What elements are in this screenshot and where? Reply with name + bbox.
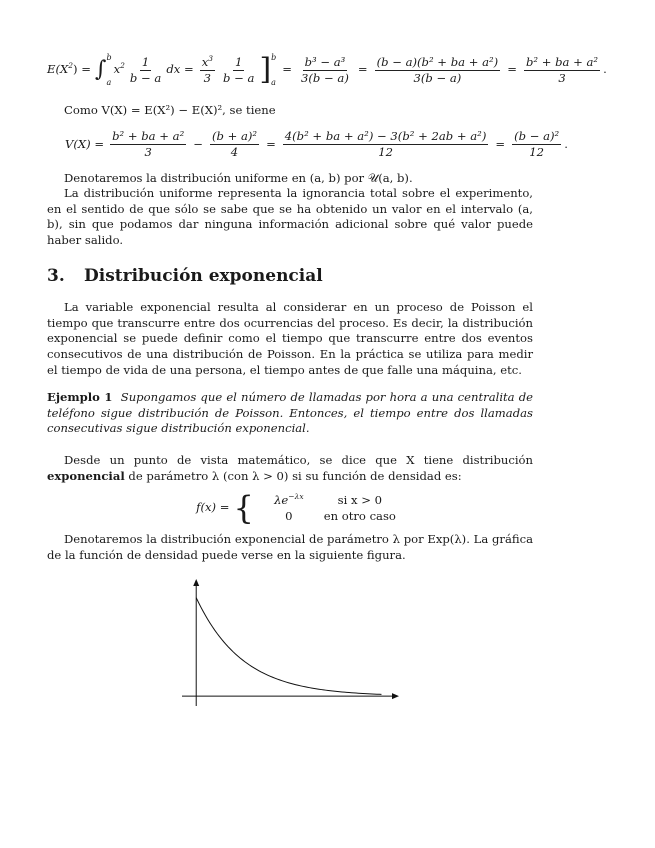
def-end: de parámetro λ (con λ > 0) si su función de densidad es: <box>124 468 462 483</box>
eq2-equals-2: = <box>495 136 506 151</box>
equation-expectation <box>47 50 607 90</box>
para-intro: La variable exponencial resulta al considerar en un proceso de Poisson el tiempo que transcurre entre dos ocurrencias del proceso. Es decir, la distribución exponencial se puede definir como el tiempo que transcurre entre dos eventos consecutivos de una distribución de Poisson. En la práctica se utiliza para medir el tiempo de vida de una persona, el tiempo antes de que falle una máquina, etc. <box>47 300 533 377</box>
equation-variance <box>65 127 568 163</box>
eq1-frac1: $\frac{1}{b - a}$ <box>129 54 162 85</box>
eq2-frac1: $\frac{\text{b² + ba + a²}}{3}$ <box>112 129 185 160</box>
section-title: Distribución exponencial <box>84 265 323 286</box>
para-final: Denotaremos la distribución exponencial de parámetro λ por Exp(λ). La gráfica de la función de densidad puede verse en la siguiente figura. <box>47 532 533 562</box>
density-cases <box>258 493 400 524</box>
case2-expr: 0 <box>285 508 293 523</box>
eq1-frac6: $\frac{\text{b² + ba + a²}}{3}$ <box>525 54 599 85</box>
section-heading <box>47 265 533 286</box>
case1-cond: si x > 0 <box>337 492 382 507</box>
density-lhs: f(x) = <box>196 500 230 515</box>
eq2-minus: − <box>193 136 203 151</box>
section-number: 3. <box>47 265 65 286</box>
case2-cond: en otro caso <box>323 508 396 523</box>
eq2-end: . <box>564 136 568 151</box>
eq2-frac4: $\frac{\text{(b − a)²}}{12}$ <box>514 129 560 160</box>
density-curve <box>196 598 381 695</box>
eq2-equals-1: = <box>266 136 276 151</box>
eq1-frac4: $\frac{\text{b³ − a³}}{3(b - a)}$ <box>301 54 349 85</box>
eq1-equals-3: = <box>507 62 517 77</box>
eq1-end: . <box>603 62 607 77</box>
eq2-lhs: V(X) = <box>65 136 105 151</box>
eq1-lhs: $E(X^2)$ = <box>47 61 91 77</box>
como-line: Como V(X) = E(X²) − E(X)², se tiene <box>64 103 276 117</box>
x-axis-arrow <box>392 693 399 699</box>
example-1 <box>47 390 533 437</box>
case1-expr: $\lambda e^{-\lambda x}$ <box>274 491 304 507</box>
integral-sign: ∫ <box>94 57 107 82</box>
example-text: Supongamos que el número de llamadas por hora a una centralita de teléfono sigue distribución de Poisson. Entonces, el tiempo entre dos llamadas consecutivas sigue distribución exponencial. <box>47 390 534 436</box>
def-start: Desde un punto de vista matemático, se dice que X tiene distribución <box>64 452 533 467</box>
eq1-frac3: $\frac{1}{b - a}$ <box>223 54 255 85</box>
eq1-frac5: $\frac{\text{(b − a)(b² + ba + a²)}}{3(b - a)}$ <box>376 54 499 85</box>
eq1-dx: dx = <box>166 62 194 77</box>
cases-brace: { <box>233 489 254 528</box>
eq1-equals-2: = <box>357 62 368 77</box>
def-bold: exponencial <box>47 468 125 483</box>
para-denot-uniform: Denotaremos la distribución uniforme en (a, b) por 𝒰(a, b). <box>64 170 413 185</box>
eval-bracket: ] <box>259 52 272 87</box>
eq2-frac3: $\frac{\text{4(b² + ba + a²) − 3(b² + 2ab + a²)}}{12}$ <box>284 129 487 160</box>
density-function <box>63 490 533 526</box>
eq1-equals-1: = <box>282 62 292 77</box>
para-uniform: La distribución uniforme representa la ignorancia total sobre el experimento, en el sentido de que sólo se sabe que se ha obtenido un valor en el intervalo (a, b), sin que podamos dar ninguna información adicional sobre qué valor puede haber salido. <box>47 186 533 247</box>
eq1-x2: $x^2$ <box>113 61 125 77</box>
page <box>47 50 607 563</box>
eq2-frac2: $\frac{\text{(b + a)²}}{4}$ <box>211 129 258 160</box>
integral-limits: b a <box>106 53 112 87</box>
eval-limits: b a <box>271 53 277 87</box>
para-definition <box>47 453 533 484</box>
example-label: Ejemplo 1 <box>47 390 113 405</box>
y-axis-arrow <box>193 579 199 586</box>
eq1-frac2: $\frac{x^3}{3}$ <box>201 53 214 85</box>
density-chart <box>180 578 400 708</box>
